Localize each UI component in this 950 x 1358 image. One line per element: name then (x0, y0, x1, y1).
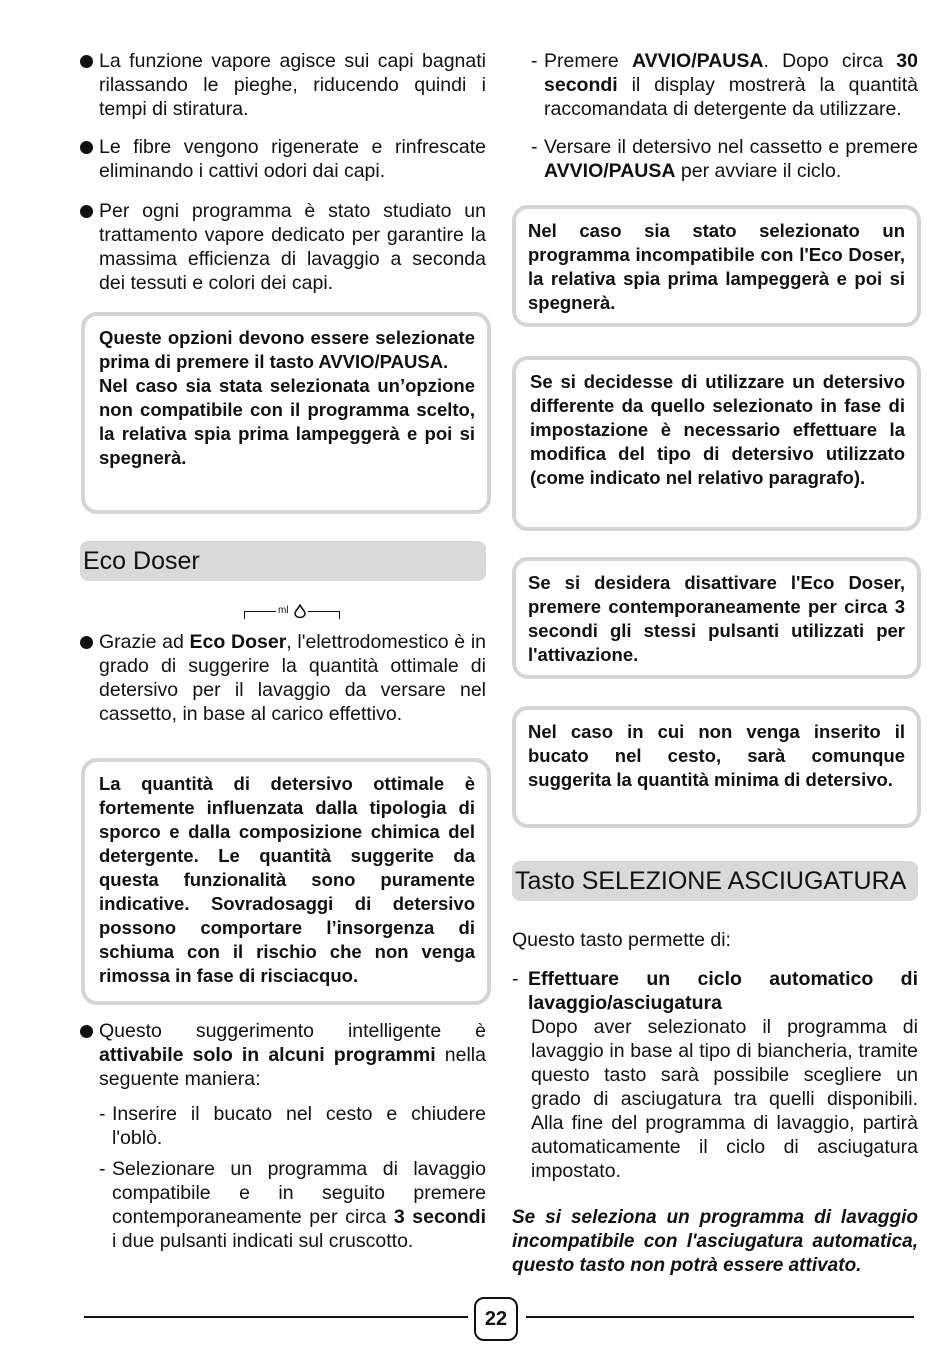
note-options-line2: Nel caso sia stata selezionata un’opzione non compatibile con il programma scelto, la relativa spia prima lampeggerà e poi si spegnerà. (99, 375, 475, 468)
step-1: Inserire il bucato nel cesto e chiudere l'oblò. (112, 1103, 486, 1149)
suggestion-bullet: Questo suggerimento intelligente è attivabile solo in alcuni programmi nella seguente maniera: (99, 1020, 486, 1090)
note-empty-drum-box (512, 706, 921, 828)
steam-bullet-2: Le fibre vengono rigenerate e rinfrescate eliminando i cattivi odori dai capi. (99, 136, 486, 182)
drying-item-text: Dopo aver selezionato il programma di lavaggio in base al tipo di biancheria, tramite questo tasto sarà possibile scegliere un grado di asciugatura tra quelli disponibili. Alla fine del programma di lavaggio, partirà automaticamente il ciclo di asciugatura impostato. (531, 1016, 918, 1182)
eco-doser-heading: Eco Doser (80, 541, 486, 581)
note-options-box (81, 312, 491, 514)
drying-intro: Questo tasto permette di: (512, 929, 731, 951)
note-deactivate-text: Se si desidera disattivare l'Eco Doser, premere contemporaneamente per circa 3 secondi gli stessi pulsanti utilizzati per l'attivazione. (528, 572, 905, 665)
footer-line-left (84, 1316, 468, 1318)
note-empty-drum-text: Nel caso in cui non venga inserito il bucato nel cesto, sarà comunque suggerita la quantità minima di detersivo. (528, 721, 905, 790)
note-detergent-box (512, 356, 921, 531)
note-options-line1: Queste opzioni devono essere selezionate prima di premere il tasto AVVIO/PAUSA. (99, 327, 475, 372)
drying-item-title: Effettuare un ciclo automatico di lavaggio/asciugatura (528, 968, 918, 1014)
note-detergent-text: Se si decidesse di utilizzare un detersivo differente da quello selezionato in fase di impostazione è necessario effettuare la modifica del tipo di detersivo utilizzato (come indicato nel relativo paragrafo). (530, 371, 905, 488)
dash: - (99, 1158, 106, 1180)
note-quantity-text: La quantità di detersivo ottimale è fortemente influenzata dalla tipologia di sporco e dalla composizione chimica del detergente. Le quantità suggerite da questa funzionalità sono puramente indicative. Sovradosaggi di detersivo possono comportare l’insorgenza di schiuma con il rischio che non venga rimossa in fase di risciacquo. (99, 773, 475, 986)
note-incompatible-text: Nel caso sia stato selezionato un programma incompatibile con l'Eco Doser, la relativa spia prima lampeggerà e poi si spegnerà. (528, 220, 905, 313)
ml-label: ml (278, 605, 289, 616)
drying-heading: Tasto SELEZIONE ASCIUGATURA (512, 861, 918, 901)
bullet-dot (80, 141, 93, 154)
bullet-dot (80, 205, 93, 218)
dash: - (531, 136, 538, 158)
drop-icon (293, 604, 307, 618)
note-deactivate-box (512, 557, 921, 679)
dash: - (531, 50, 538, 72)
eco-doser-bullet: Grazie ad Eco Doser, l'elettrodomestico è in grado di suggerire la quantità ottimale di detersivo per il lavaggio da versare nel cassetto, in base al carico effettivo. (99, 631, 486, 725)
page-number: 22 (474, 1297, 518, 1341)
dash: - (99, 1103, 106, 1125)
note-incompatible-box (512, 205, 921, 327)
steam-bullet-3: Per ogni programma è stato studiato un trattamento vapore dedicato per garantire la massima efficienza di lavaggio a seconda dei tessuti e colori dei capi. (99, 200, 486, 294)
drying-warning: Se si seleziona un programma di lavaggio incompatibile con l'asciugatura automatica, questo tasto non potrà essere attivato. (512, 1207, 918, 1276)
bullet-dot (80, 636, 93, 649)
note-quantity-box (81, 758, 491, 1005)
bullet-dot (80, 1025, 93, 1038)
steam-bullet-1: La funzione vapore agisce sui capi bagnati rilassando le pieghe, riducendo quindi i tempi di stiratura. (99, 50, 486, 120)
dash: - (512, 968, 519, 990)
footer-line-right (526, 1316, 914, 1318)
step-4: Versare il detersivo nel cassetto e premere AVVIO/PAUSA per avviare il ciclo. (544, 136, 918, 182)
step-3: Premere AVVIO/PAUSA. Dopo circa 30 secondi il display mostrerà la quantità raccomandata di detergente da utilizzare. (544, 50, 918, 120)
bullet-dot (80, 55, 93, 68)
eco-doser-icon (244, 604, 340, 620)
step-2: Selezionare un programma di lavaggio compatibile e in seguito premere contemporaneamente per circa 3 secondi i due pulsanti indicati sul cruscotto. (112, 1158, 486, 1252)
